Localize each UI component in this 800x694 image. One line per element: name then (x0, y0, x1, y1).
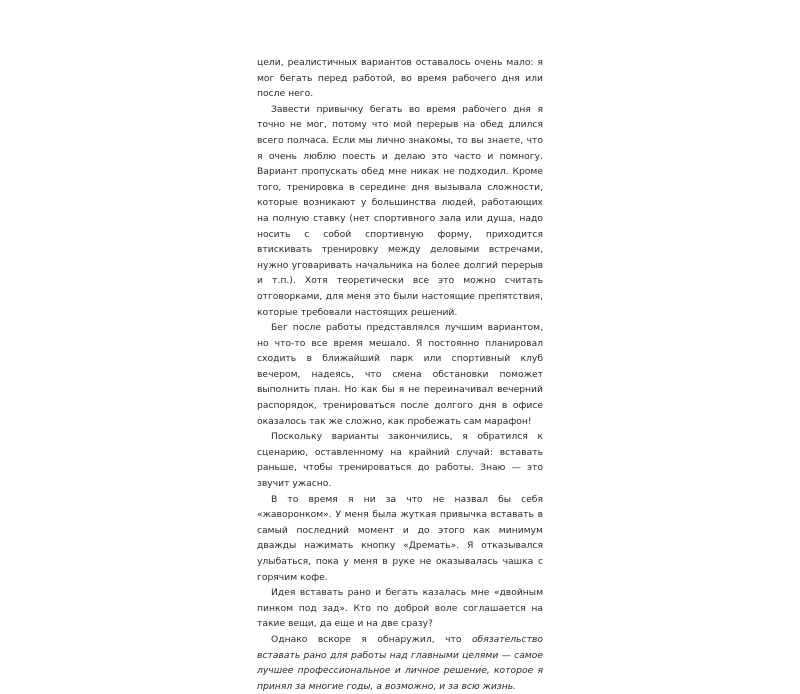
paragraph-text: Однако вскоре я обнаружил, что (271, 633, 472, 645)
paragraph-2 (257, 102, 543, 320)
paragraph-3 (257, 320, 543, 429)
book-page (257, 55, 543, 694)
paragraph-text: В то время я ни за что не назвал бы себя «жаворонком». У меня была жуткая привычка вставать в самый последний момент и до этого как минимум дважды нажимать кнопку «Дремать». Я отказывался улыбаться, пока у меня в руке не оказывалась чашка с горячим кофе. (257, 493, 543, 583)
paragraph-text: Завести привычку бегать во время рабочего дня я точно не мог, потому что мой перерыв на обед длился всего полчаса. Если мы лично знакомы, то вы знаете, что я очень люблю поесть и делаю это часто и помногу. Вариант пропускать обед мне никак не подходил. Кроме того, тренировка в середине дня вызывала сложности, которые возникают у большинства людей, работающих на полную ставку (нет спортивного зала или душа, надо носить с собой спортивную форму, приходится втискивать тренировку между деловыми встречами, нужно уговаривать начальника на более долгий перерыв и т.п.). Хотя теоретически все это можно считать отговорками, для меня это были настоящие препятствия, которые требовали настоящих решений. (257, 103, 543, 318)
paragraph-4 (257, 429, 543, 491)
paragraph-text: Идея вставать рано и бегать казалась мне «двойным пинком под зад». Кто по доброй воле соглашается на такие вещи, да еще и на две сразу? (257, 587, 543, 630)
paragraph-emphasis: обязательство вставать рано для работы над главными целями — самое лучшее профессиональное и личное решение, которое я принял за многие годы, а возможно, и за всю жизнь. (257, 633, 543, 692)
paragraph-text: Поскольку варианты закончились, я обратился к сценарию, оставленному на крайний случай: вставать раньше, чтобы тренироваться до работы. Знаю — это звучит ужасно. (257, 431, 543, 490)
paragraph-text: цели, реалистичных вариантов оставалось очень мало: я мог бегать перед работой, во время рабочего дня или после него. (257, 57, 543, 100)
paragraph-5 (257, 492, 543, 586)
paragraph-text: Бег после работы представлялся лучшим вариантом, но что-то все время мешало. Я постоянно планировал сходить в ближайший парк или спортивный клуб вечером, надеясь, что смена обстановки поможет выполнить план. Но как бы я не переиначивал вечерний распорядок, тренироваться после долгого дня в офисе оказалось так же сложно, как пробежать сам марафон! (257, 322, 543, 427)
paragraph-6 (257, 585, 543, 632)
paragraph-1 (257, 55, 543, 102)
paragraph-7 (257, 632, 543, 694)
